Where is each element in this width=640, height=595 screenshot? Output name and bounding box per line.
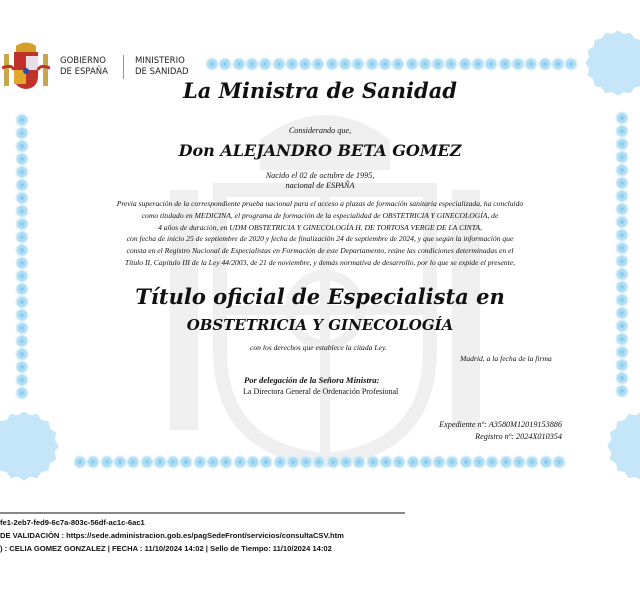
border-dot [208, 457, 218, 467]
border-dot [155, 457, 165, 467]
border-dot [327, 59, 337, 69]
border-dot [207, 59, 217, 69]
border-dot [566, 59, 576, 69]
min-line2: DE SANIDAD [135, 67, 189, 77]
border-dot [421, 457, 431, 467]
border-dot [88, 457, 98, 467]
border-dot [617, 113, 627, 123]
border-dot [617, 360, 627, 370]
border-dot [102, 457, 112, 467]
border-dot [433, 59, 443, 69]
border-dot [514, 457, 524, 467]
body-line: Título II, Capítulo III de la Ley 44/2003, de 21 de noviembre, y demás normativa de desarrollo, por lo que se expide el presente, [124, 257, 516, 267]
gov-line2: DE ESPAÑA [60, 67, 108, 77]
border-dot [17, 375, 27, 385]
gov-line1: GOBIERNO [60, 56, 106, 66]
expediente-number: Expediente nº: A3580M12019153886 [439, 420, 562, 429]
border-dot [554, 457, 564, 467]
border-dot [513, 59, 523, 69]
border-dot [17, 336, 27, 346]
border-dot [460, 59, 470, 69]
border-dot [274, 59, 284, 69]
nationality-text: nacional de ESPAÑA [285, 181, 355, 190]
recipient-name: Don ALEJANDRO BETA GOMEZ [178, 141, 462, 160]
border-dot [17, 115, 27, 125]
border-dot [288, 457, 298, 467]
border-dot [17, 362, 27, 372]
border-dot [300, 59, 310, 69]
border-dot [313, 59, 323, 69]
birth-text: Nacido el 02 de octubre de 1995, [265, 171, 375, 180]
border-dot [541, 457, 551, 467]
border-dot [617, 386, 627, 396]
border-dot [247, 59, 257, 69]
rights-text: con los derechos que establece la citada Ley. [250, 343, 387, 352]
border-dot [368, 457, 378, 467]
logo-divider [123, 55, 124, 79]
signature-info: ) : CELIA GOMEZ GONZALEZ | FECHA : 11/10/2024 14:02 | Sello de Tiempo: 11/10/2024 14:02 [0, 544, 332, 553]
border-dot [341, 457, 351, 467]
certificate-body [0, 198, 640, 269]
border-dot [617, 269, 627, 279]
validation-url: DE VALIDACIÓN : https://sede.administracion.gob.es/pagSedeFront/servicios/consultaCSV.htm [0, 531, 344, 540]
border-dot [381, 457, 391, 467]
border-dot [260, 59, 270, 69]
border-dot [248, 457, 258, 467]
body-line: consta en el Registro Nacional de Especialistas en Formación de este Departamento, reúne las condiciones determinadas en el [126, 246, 514, 256]
border-dot [617, 334, 627, 344]
issuer-title: La Ministra de Sanidad [182, 78, 457, 103]
border-dot [500, 59, 510, 69]
border-dot [501, 457, 511, 467]
csv-code: fe1-2eb7-fed9-6c7a-803c-56df-ac1c-6ac1 [0, 518, 145, 527]
border-dot [275, 457, 285, 467]
delegation-text: Por delegación de la Señora Ministra: [244, 375, 380, 385]
border-dot [328, 457, 338, 467]
signer-role: La Directora General de Ordenación Profesional [243, 387, 399, 396]
border-dot [420, 59, 430, 69]
border-dot [617, 373, 627, 383]
body-line: Previa superación de la correspondiente prueba nacional para el acceso a plazas de formación sanitaria especializada, ha concluido [116, 199, 524, 208]
border-dot [17, 388, 27, 398]
border-dot [115, 457, 125, 467]
border-dot [380, 59, 390, 69]
border-dot [393, 59, 403, 69]
gobierno-espana-label [60, 56, 108, 78]
border-dot [128, 457, 138, 467]
border-dot [408, 457, 418, 467]
border-dot [526, 59, 536, 69]
border-dot [220, 59, 230, 69]
border-dot [446, 59, 456, 69]
body-line: 4 años de duración, en UDM OBSTETRICIA Y GINECOLOGÍA H. DE TORTOSA VERGE DE LA CINTA, [158, 222, 482, 232]
min-line1: MINISTERIO [135, 56, 185, 66]
border-dot [17, 349, 27, 359]
border-dot [553, 59, 563, 69]
registro-number: Registro nº: 2024X010354 [475, 432, 562, 441]
border-dot [195, 457, 205, 467]
border-dot [353, 59, 363, 69]
border-dot [340, 59, 350, 69]
rosette-ornament [0, 410, 60, 482]
border-dot [17, 271, 27, 281]
border-dot [287, 59, 297, 69]
border-dot [540, 59, 550, 69]
border-dot [234, 59, 244, 69]
specialty: OBSTETRICIA Y GINECOLOGÍA [186, 316, 454, 334]
border-dot [461, 457, 471, 467]
body-line: como titulado en MEDICINA, el programa de formación de la especialidad de OBSTETRICIA Y GINECOLOGÍA, de [141, 210, 499, 220]
border-dot [142, 457, 152, 467]
body-line: con fecha de inicio 25 de septiembre de 2020 y fecha de finalización 24 de septiembre de 2024, y que según la información que [126, 234, 514, 244]
rosette-ornament [606, 410, 640, 482]
title-line: Título oficial de Especialista en [135, 284, 505, 309]
border-dot [486, 59, 496, 69]
border-dot [474, 457, 484, 467]
ministerio-sanidad-label [135, 56, 189, 78]
border-dot [407, 59, 417, 69]
considering-text: Considerando que, [288, 126, 352, 135]
border-dot [75, 457, 85, 467]
footer-separator [0, 512, 405, 514]
border-dot [235, 457, 245, 467]
border-dot [527, 457, 537, 467]
border-dot [473, 59, 483, 69]
border-dot [617, 347, 627, 357]
border-dot [367, 59, 377, 69]
place-date: Madrid, a la fecha de la firma [460, 354, 552, 363]
